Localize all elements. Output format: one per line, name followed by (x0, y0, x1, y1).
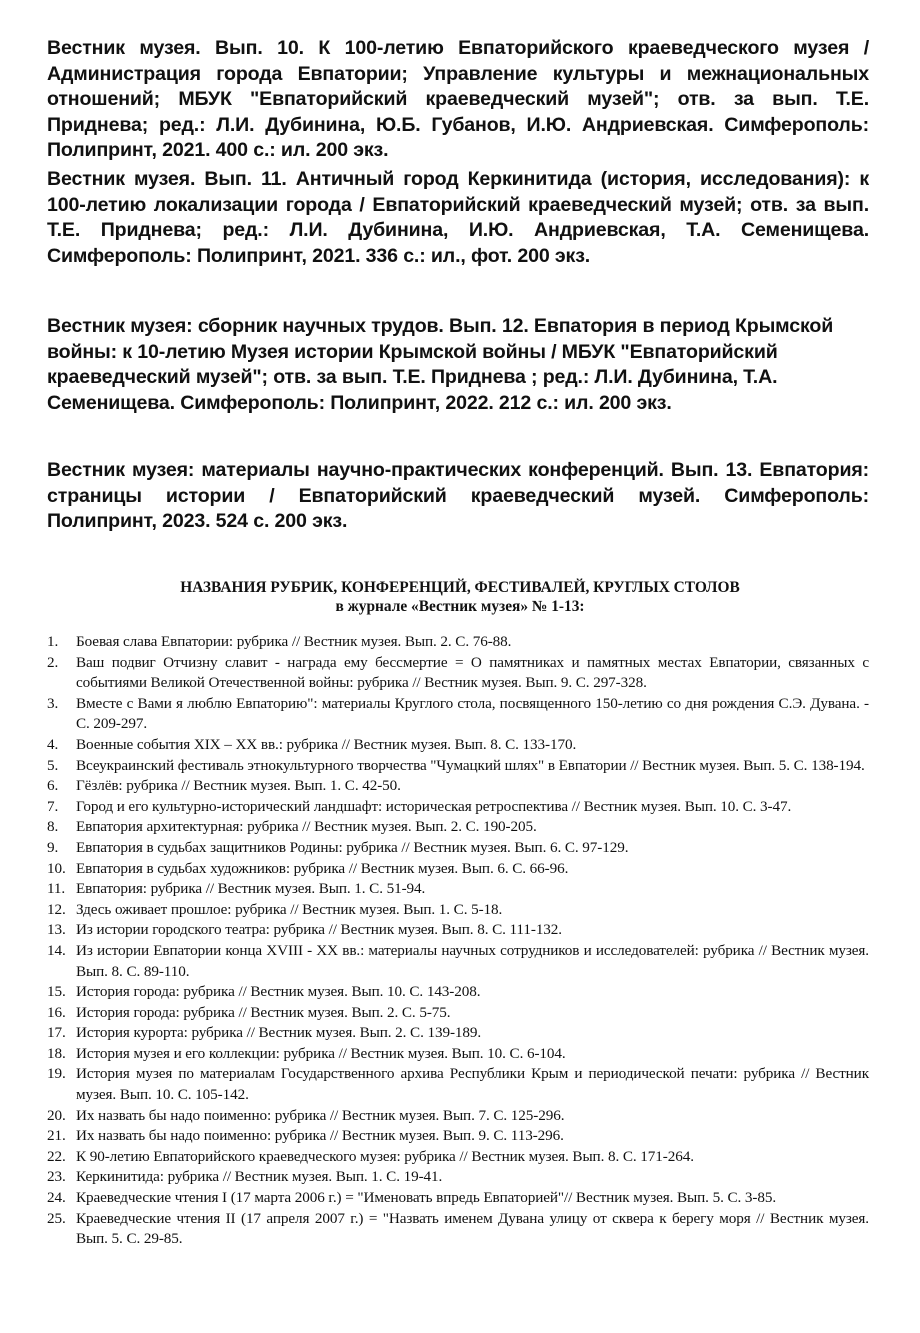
list-item-text: Из истории городского театра: рубрика // Вестник музея. Вып. 8. С. 111-132. (76, 921, 562, 939)
list-item-number: 23. (47, 1168, 66, 1186)
section-title: НАЗВАНИЯ РУБРИК, КОНФЕРЕНЦИЙ, ФЕСТИВАЛЕЙ, КРУГЛЫХ СТОЛОВ (180, 579, 740, 596)
list-item (47, 838, 869, 859)
list-item-text: Их назвать бы надо поименно: рубрика // Вестник музея. Вып. 9. С. 113-296. (76, 1127, 564, 1145)
list-item (47, 1147, 869, 1168)
list-item-number: 14. (47, 941, 66, 959)
list-item-text: Керкинитида: рубрика // Вестник музея. Вып. 1. С. 19-41. (76, 1168, 443, 1186)
list-item-number: 17. (47, 1024, 66, 1042)
list-item (47, 632, 869, 653)
list-item (47, 1064, 869, 1105)
bibliography-entry: Вестник музея: материалы научно-практических конференций. Вып. 13. Евпатория: страницы истории / Евпаторийский краеведческий музей. Симферополь: Полипринт, 2023. 524 с. 200 экз. (47, 459, 869, 532)
list-item (47, 1003, 869, 1024)
list-item-text: Вместе с Вами я люблю Евпаторию": материалы Круглого стола, посвященного 150-летию со дня рождения С.Э. Дувана. - С. 209-297. (76, 694, 869, 733)
rubrics-list (47, 632, 869, 1250)
list-item (47, 694, 869, 735)
list-item-text: Их назвать бы надо поименно: рубрика // Вестник музея. Вып. 7. С. 125-296. (76, 1106, 565, 1124)
list-item-text: История города: рубрика // Вестник музея. Вып. 2. С. 5-75. (76, 1003, 451, 1021)
list-item (47, 653, 869, 694)
list-item-text: Евпатория в судьбах защитников Родины: рубрика // Вестник музея. Вып. 6. С. 97-129. (76, 838, 629, 856)
list-item-text: Военные события XIX – XX вв.: рубрика // Вестник музея. Вып. 8. С. 133-170. (76, 735, 577, 753)
bibliography-entry: Вестник музея: сборник научных трудов. Вып. 12. Евпатория в период Крымской войны: к 10-летию Музея истории Крымской войны / МБУК "Евпаторийский краеведческий музей"; отв. за вып. Т.Е. Приднева ; ред.: Л.И. Дубинина, Т.А. Семенищева. Симферополь: Полипринт, 2022. 212 с.: ил. 200 экз. (47, 315, 834, 414)
list-item (47, 1106, 869, 1127)
list-item (47, 941, 869, 982)
list-item (47, 1188, 869, 1209)
list-item-text: История города: рубрика // Вестник музея. Вып. 10. С. 143-208. (76, 983, 481, 1001)
list-item-text: История музея по материалам Государственного архива Республики Крым и периодической печати: рубрика // Вестник музея. Вып. 10. С. 105-142. (76, 1065, 869, 1104)
list-item (47, 1209, 869, 1250)
list-item-number: 5. (47, 756, 59, 774)
list-item (47, 879, 869, 900)
list-item-text: Из истории Евпатории конца XVIII - XX вв.: материалы научных сотрудников и исследователей: рубрика // Вестник музея. Вып. 8. С. 89-110. (76, 941, 869, 980)
list-item (47, 1023, 869, 1044)
list-item-text: Евпатория: рубрика // Вестник музея. Вып. 1. С. 51-94. (76, 880, 426, 898)
list-item-text: Гёзлёв: рубрика // Вестник музея. Вып. 1. С. 42-50. (76, 777, 401, 795)
list-item (47, 735, 869, 756)
list-item-number: 8. (47, 818, 59, 836)
list-item (47, 1044, 869, 1065)
bibliography-entry: Вестник музея. Вып. 10. К 100-летию Евпаторийского краеведческого музея / Администрация города Евпатории; Управление культуры и межнациональных отношений; МБУК "Евпаторийский краеведческий музей"; отв. за вып. Т.Е. Приднева; ред.: Л.И. Дубинина, Ю.Б. Губанов, И.Ю. Андриевская. Симферополь: Полипринт, 2021. 400 с.: ил. 200 экз. (47, 37, 869, 161)
list-item (47, 982, 869, 1003)
list-item-number: 12. (47, 900, 66, 918)
section-subtitle: в журнале «Вестник музея» № 1-13: (335, 598, 585, 615)
list-item-text: История курорта: рубрика // Вестник музея. Вып. 2. С. 139-189. (76, 1024, 482, 1042)
list-item (47, 797, 869, 818)
section-heading (0, 578, 920, 616)
list-item-text: История музея и его коллекции: рубрика // Вестник музея. Вып. 10. С. 6-104. (76, 1044, 566, 1062)
list-item-text: К 90-летию Евпаторийского краеведческого музея: рубрика // Вестник музея. Вып. 8. С. 171-264. (76, 1147, 694, 1165)
list-item-number: 16. (47, 1003, 66, 1021)
list-item-text: Город и его культурно-исторический ландшафт: историческая ретроспектива // Вестник музея. Вып. 10. С. 3-47. (76, 797, 792, 815)
list-item-text: Всеукраинский фестиваль этнокультурного творчества "Чумацкий шлях" в Евпатории // Вестник музея. Вып. 5. С. 138-194. (76, 756, 865, 774)
list-item-text: Евпатория архитектурная: рубрика // Вестник музея. Вып. 2. С. 190-205. (76, 818, 537, 836)
list-item-text: Здесь оживает прошлое: рубрика // Вестник музея. Вып. 1. С. 5-18. (76, 900, 503, 918)
list-item-number: 15. (47, 983, 66, 1001)
list-item-number: 13. (47, 921, 66, 939)
list-item-number: 7. (47, 797, 59, 815)
list-item-number: 20. (47, 1106, 66, 1124)
list-item-number: 9. (47, 838, 59, 856)
list-item-number: 18. (47, 1044, 66, 1062)
bibliography-entry: Вестник музея. Вып. 11. Античный город Керкинитида (история, исследования): к 100-летию локализации города / Евпаторийский краеведческий музей; отв. за вып. Т.Е. Приднева; ред.: Л.И. Дубинина, И.Ю. Андриевская, Т.А. Семенищева. Симферополь: Полипринт, 2021. 336 с.: ил., фот. 200 экз. (47, 168, 869, 267)
list-item-text: Краеведческие чтения II (17 апреля 2007 г.) = "Назвать именем Дувана улицу от сквера к берегу моря // Вестник музея. Вып. 5. С. 29-85. (76, 1209, 869, 1248)
list-item (47, 1167, 869, 1188)
list-item (47, 920, 869, 941)
list-item-number: 4. (47, 735, 59, 753)
list-item (47, 859, 869, 880)
list-item-number: 21. (47, 1127, 66, 1145)
list-item (47, 817, 869, 838)
list-item-number: 2. (47, 653, 59, 671)
list-item (47, 756, 869, 777)
list-item-number: 19. (47, 1065, 66, 1083)
list-item-number: 24. (47, 1189, 66, 1207)
list-item-number: 1. (47, 633, 59, 650)
list-item-text: Краеведческие чтения I (17 марта 2006 г.) = "Именовать впредь Евпаторией"// Вестник музея. Вып. 5. С. 3-85. (76, 1189, 777, 1207)
list-item-number: 25. (47, 1209, 66, 1227)
list-item-text: Евпатория в судьбах художников: рубрика // Вестник музея. Вып. 6. С. 66-96. (76, 859, 569, 877)
list-item-number: 11. (47, 880, 66, 898)
list-item-text: Ваш подвиг Отчизну славит - награда ему бессмертие = О памятниках и памятных местах Евпатории, связанных с событиями Великой Отечественной войны: рубрика // Вестник музея. Вып. 9. С. 297-328. (76, 653, 869, 692)
list-item-number: 22. (47, 1147, 66, 1165)
list-item (47, 776, 869, 797)
list-item-number: 3. (47, 694, 59, 712)
list-item-text: Боевая слава Евпатории: рубрика // Вестник музея. Вып. 2. С. 76-88. (76, 633, 512, 650)
list-item-number: 6. (47, 777, 59, 795)
list-item (47, 1126, 869, 1147)
list-item-number: 10. (47, 859, 66, 877)
list-item (47, 900, 869, 921)
